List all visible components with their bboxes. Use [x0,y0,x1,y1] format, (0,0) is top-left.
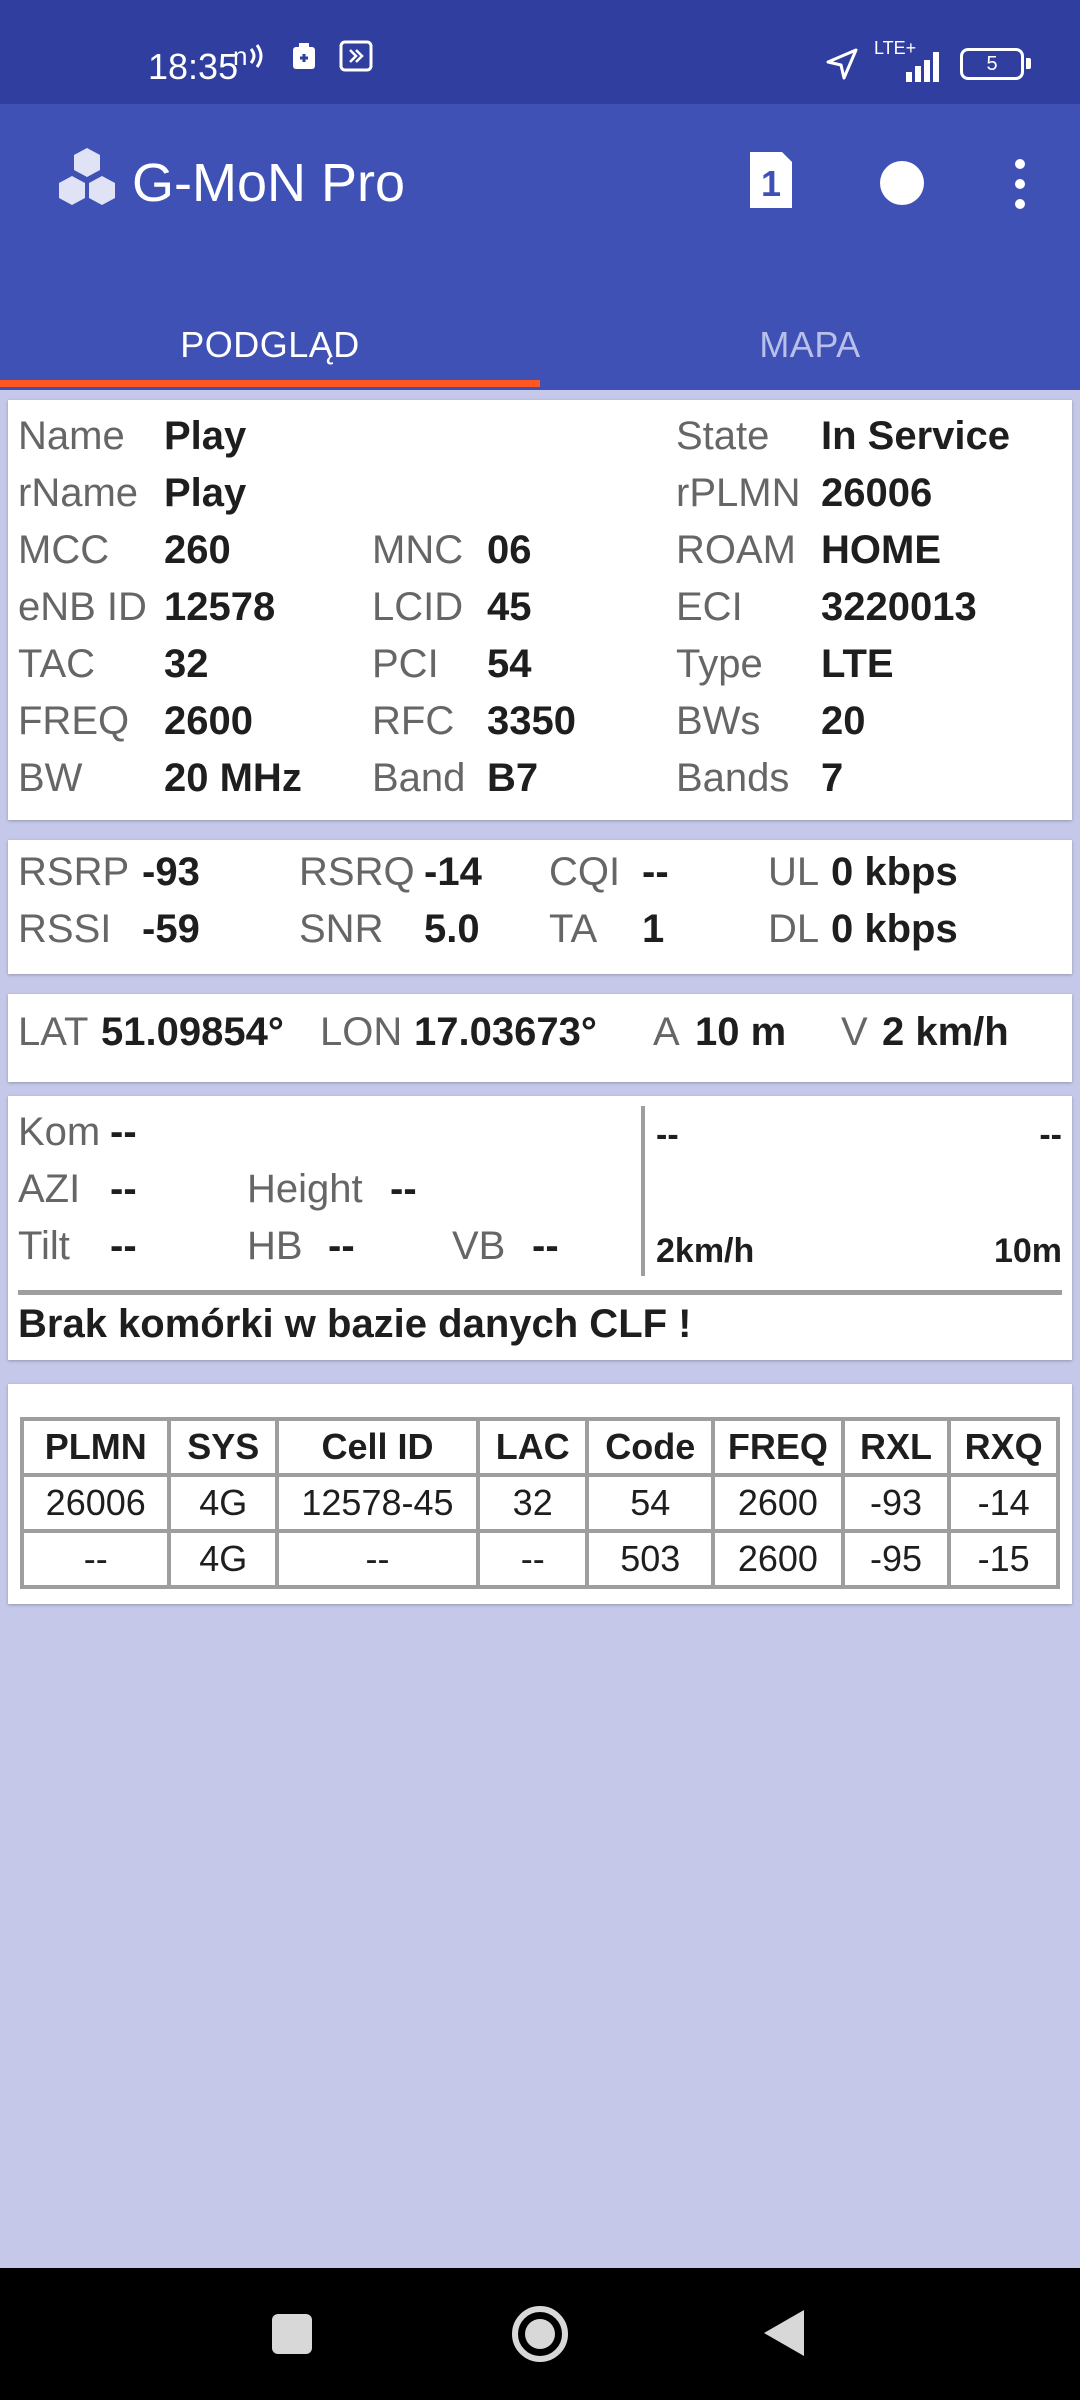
mcc-value: 260 [164,528,231,572]
location-row [8,1010,1072,1067]
lat-value: 51.09854° [101,1010,284,1054]
site-info-left: -- [656,1116,679,1154]
site-divider [641,1106,645,1276]
snr-label: SNR [299,907,384,951]
app-logo-icon [52,146,122,216]
rsrq-value: -14 [424,850,482,894]
table-header: Cell ID [277,1419,478,1475]
table-cell: 4G [169,1531,277,1587]
location-arrow-icon [824,46,860,82]
tac-label: TAC [18,642,96,686]
table-cell: 2600 [713,1475,843,1531]
navigation-bar [0,2268,1080,2400]
eci-label: ECI [676,585,743,629]
name-label: Name [18,414,125,458]
table-cell: 12578-45 [277,1475,478,1531]
back-button-icon[interactable] [762,2308,806,2358]
rfc-value: 3350 [487,699,576,743]
signal-row [8,850,1072,907]
tilt-label: Tilt [18,1224,70,1268]
record-button[interactable] [880,161,924,205]
signal-strength-icon [874,44,946,84]
accuracy-label: A [653,1010,680,1054]
cell-row [8,642,1072,699]
bws-label: BWs [676,699,761,743]
table-cell: 2600 [713,1531,843,1587]
height-value: -- [390,1167,417,1211]
velocity-value: 2 km/h [882,1010,1009,1054]
table-cell: -95 [843,1531,950,1587]
table-header: LAC [478,1419,588,1475]
roam-label: ROAM [676,528,796,572]
cqi-value: -- [642,850,669,894]
table-cell: -15 [949,1531,1058,1587]
freq-value: 2600 [164,699,253,743]
signal-card [8,840,1072,974]
network-type: LTE+ [874,38,917,58]
hb-label: HB [247,1224,303,1268]
freq-label: FREQ [18,699,130,743]
band-value: B7 [487,756,539,800]
cell-row [8,699,1072,756]
bw-label: BW [18,756,83,800]
lat-label: LAT [18,1010,89,1054]
status-time: 18:35 [148,46,239,87]
rplmn-value: 26006 [821,471,933,515]
mnc-value: 06 [487,528,532,572]
height-label: Height [247,1167,363,1211]
app-bar [0,104,1080,390]
table-cell: 4G [169,1475,277,1531]
site-row [8,1224,1072,1281]
snr-value: 5.0 [424,907,480,951]
table-header: PLMN [22,1419,169,1475]
state-value: In Service [821,414,1011,458]
sim-card-icon[interactable] [746,150,796,210]
nfc-icon [233,41,269,71]
battery-level: 5 [986,52,998,75]
speed-value: 2km/h [656,1232,755,1270]
cell-info-card [8,400,1072,820]
site-card [8,1096,1072,1360]
cell-row [8,471,1072,528]
ta-value: 1 [642,907,665,951]
bw-value: 20 MHz [164,756,302,800]
rplmn-label: rPLMN [676,471,801,515]
table-header: RXQ [949,1419,1058,1475]
rssi-label: RSSI [18,907,112,951]
azi-label: AZI [18,1167,81,1211]
band-label: Band [372,756,466,800]
location-card [8,994,1072,1082]
app-notification-icon [339,40,373,72]
name-value: Play [164,414,247,458]
sim-toolkit-icon [291,41,317,71]
enb-id-value: 12578 [164,585,276,629]
mcc-label: MCC [18,528,110,572]
rsrq-label: RSRQ [299,850,415,894]
recents-button-icon[interactable] [270,2312,314,2356]
ul-value: 0 kbps [831,850,958,894]
more-options-icon[interactable] [1000,156,1040,212]
table-cell: 503 [587,1531,713,1587]
kom-label: Kom [18,1110,101,1154]
roam-value: HOME [821,528,941,572]
distance-value: 10m [993,1232,1062,1270]
pci-value: 54 [487,642,532,686]
table-cell: -- [277,1531,478,1587]
lon-value: 17.03673° [414,1010,597,1054]
table-header: RXL [843,1419,950,1475]
table-cell: 26006 [22,1475,169,1531]
table-cell: -- [22,1531,169,1587]
rsrp-value: -93 [142,850,200,894]
rname-value: Play [164,471,247,515]
rsrp-label: RSRP [18,850,130,894]
table-cell: -93 [843,1475,950,1531]
cell-row [8,414,1072,471]
svg-text:1: 1 [760,163,782,204]
table-cell: 32 [478,1475,588,1531]
tilt-value: -- [110,1224,137,1268]
type-label: Type [676,642,763,686]
state-label: State [676,414,770,458]
eci-value: 3220013 [821,585,977,629]
bws-value: 20 [821,699,866,743]
cell-row [8,528,1072,585]
status-bar [0,0,1080,104]
mnc-label: MNC [372,528,464,572]
lcid-value: 45 [487,585,532,629]
bands-label: Bands [676,756,790,800]
azi-value: -- [110,1167,137,1211]
site-info-right: -- [1039,1116,1062,1154]
signal-row [8,907,1072,964]
table-cell: 54 [587,1475,713,1531]
clf-message: Brak komórki w bazie danych CLF ! [18,1302,692,1346]
vb-label: VB [452,1224,506,1268]
tab-mapa[interactable]: MAPA [759,324,861,365]
tac-value: 32 [164,642,209,686]
rname-label: rName [18,471,139,515]
neighbors-card [8,1384,1072,1604]
ta-label: TA [549,907,598,951]
svg-text:n: n [233,41,248,71]
table-header: SYS [169,1419,277,1475]
table-cell: -- [478,1531,588,1587]
enb-id-label: eNB ID [18,585,147,629]
lon-label: LON [320,1010,403,1054]
dl-value: 0 kbps [831,907,958,951]
app-title: G-MoN Pro [132,153,406,213]
home-button-icon[interactable] [510,2304,570,2364]
hb-value: -- [328,1224,355,1268]
vb-value: -- [532,1224,559,1268]
lcid-label: LCID [372,585,464,629]
rssi-value: -59 [142,907,200,951]
kom-value: -- [110,1110,137,1154]
site-row [8,1167,1072,1224]
rfc-label: RFC [372,699,455,743]
pci-label: PCI [372,642,439,686]
ul-label: UL [768,850,820,894]
table-cell: -14 [949,1475,1058,1531]
velocity-label: V [841,1010,868,1054]
cell-row [8,756,1072,813]
tab-indicator [0,380,540,387]
site-divider-h [18,1290,1062,1295]
site-row [8,1110,1072,1167]
dl-label: DL [768,907,820,951]
table-row [22,1475,1058,1531]
table-header: FREQ [713,1419,843,1475]
tab-podglad[interactable]: PODGLĄD [180,324,360,365]
cell-row [8,585,1072,642]
bands-value: 7 [821,756,844,800]
neighbors-table [20,1417,1060,1589]
type-value: LTE [821,642,894,686]
table-header-row [22,1419,1058,1475]
table-row [22,1531,1058,1587]
table-header: Code [587,1419,713,1475]
accuracy-value: 10 m [695,1010,787,1054]
cqi-label: CQI [549,850,621,894]
battery-icon [960,48,1024,80]
